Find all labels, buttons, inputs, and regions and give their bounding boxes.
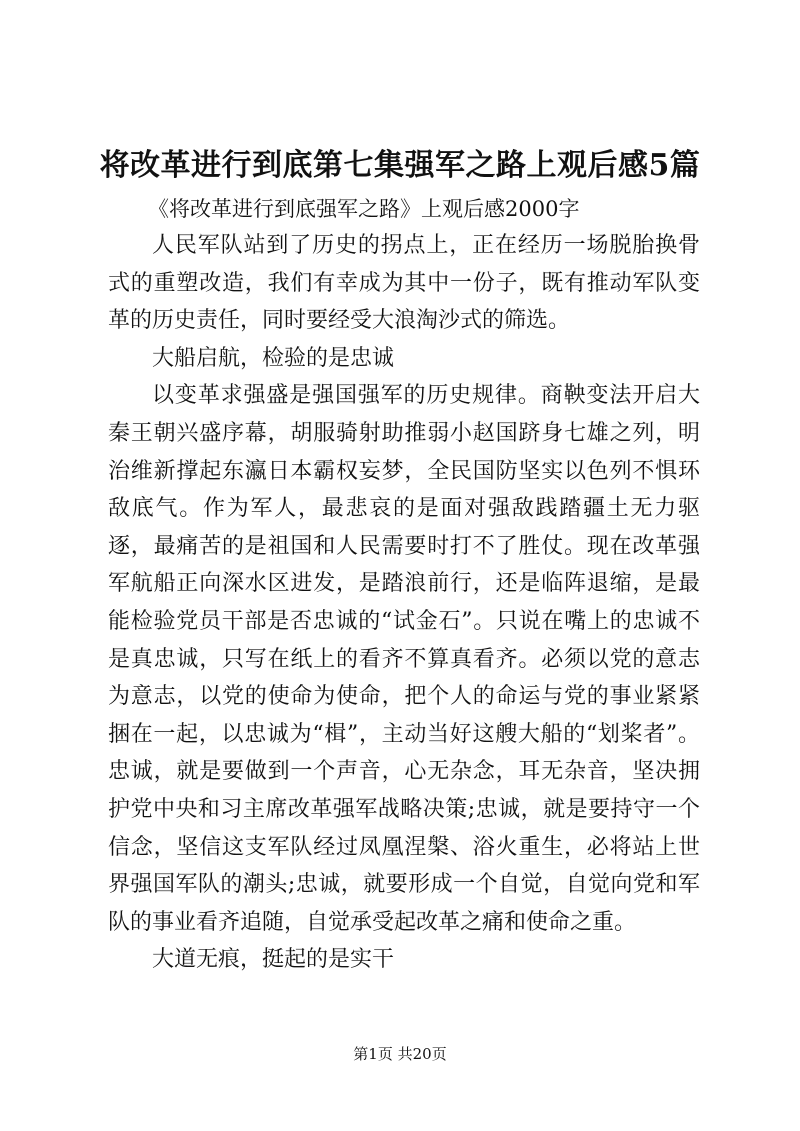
page-number: 第1页 共20页 <box>353 1045 447 1063</box>
section-heading: 大道无痕，挺起的是实干 <box>152 947 395 973</box>
subtitle: 《将改革进行到底强军之路》上观后感2000字 <box>148 197 580 221</box>
section-heading: 大船启航，检验的是忠诚 <box>152 345 395 371</box>
paragraph: 人民军队站到了历史的拐点上，正在经历一场脱胎换骨式的重塑改造，我们有幸成为其中一份子，既有推动军队变革的历史责任，同时要经受大浪淘沙式的筛选。 <box>108 233 700 334</box>
document-body <box>108 227 700 979</box>
paragraph: 以变革求强盛是强国强军的历史规律。商鞅变法开启大秦王朝兴盛序幕，胡服骑射助推弱小赵国跻身七雄之列，明治维新撑起东瀛日本霸权妄梦，全民国防坚实以色列不惧环敌底气。作为军人，最悲哀的是面对强敌践踏疆土无力驱逐，最痛苦的是祖国和人民需要时打不了胜仗。现在改革强军航船正向深水区进发，是踏浪前行，还是临阵退缩，是最能检验党员干部是否忠诚的“试金石”。只说在嘴上的忠诚不是真忠诚，只写在纸上的看齐不算真看齐。必须以党的意志为意志，以党的使命为使命，把个人的命运与党的事业紧紧捆在一起，以忠诚为“楫”，主动当好这艘大船的“划桨者”。忠诚，就是要做到一个声音，心无杂念，耳无杂音，坚决拥护党中央和习主席改革强军战略决策;忠诚，就是要持守一个信念，坚信这支军队经过凤凰涅槃、浴火重生，必将站上世界强国军队的潮头;忠诚，就要形成一个自觉，自觉向党和军队的事业看齐追随，自觉承受起改革之痛和使命之重。 <box>108 383 700 935</box>
page-title: 将改革进行到底第七集强军之路上观后感5篇 <box>99 148 701 183</box>
